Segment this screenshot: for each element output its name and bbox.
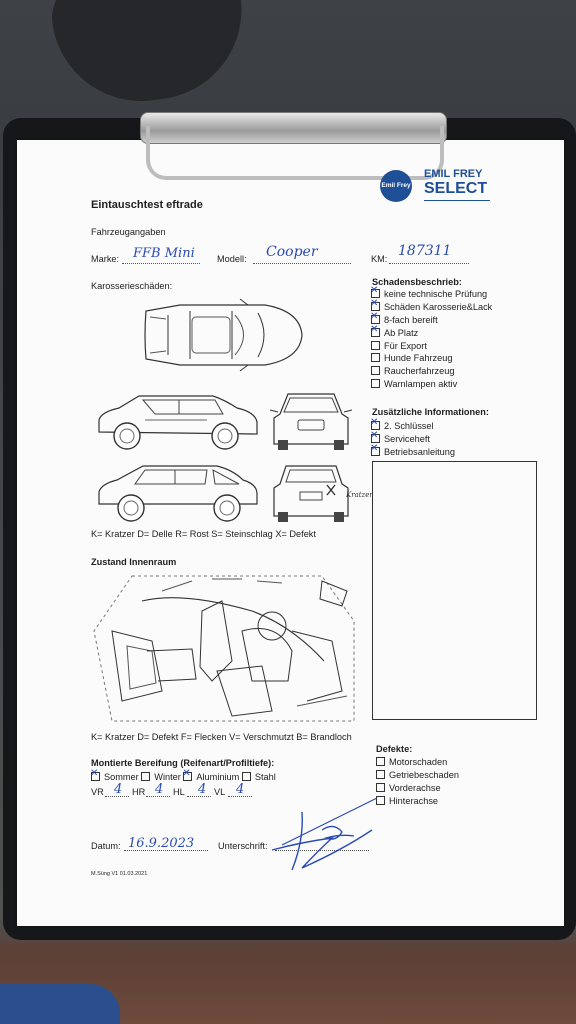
damage-item-label: Für Export <box>384 340 427 351</box>
tread-hl-value[interactable]: 4 <box>198 782 207 797</box>
signature-label: Unterschrift: <box>218 841 268 851</box>
damage-item-label: Ab Platz <box>384 327 419 338</box>
defect-item-label: Hinterachse <box>389 795 439 806</box>
damage-item-label: Raucherfahrzeug <box>384 366 455 377</box>
tread-vr-label: VR <box>91 787 104 797</box>
blue-object <box>0 984 120 1024</box>
logo-line2: SELECT <box>424 180 488 197</box>
interior-title: Zustand Innenraum <box>91 557 177 567</box>
tires-title: Montierte Bereifung (Reifenart/Profiltiefe): <box>91 758 275 768</box>
defect-item[interactable] <box>376 757 459 770</box>
checkbox-sommer[interactable] <box>91 772 100 781</box>
logo-badge-icon <box>380 170 412 202</box>
notes-box[interactable] <box>372 461 537 720</box>
damage-checkbox[interactable] <box>371 341 380 350</box>
tread-hr-label: HR <box>132 787 146 797</box>
checkbox-winter[interactable] <box>141 772 150 781</box>
km-value[interactable]: 187311 <box>398 243 452 259</box>
info-item-label: Serviceheft <box>384 433 430 444</box>
defekte-title: Defekte: <box>376 744 413 754</box>
damage-checkbox[interactable] <box>371 328 380 337</box>
defect-item[interactable] <box>376 770 459 783</box>
damage-item-label: 8-fach bereift <box>384 314 438 325</box>
damage-item[interactable] <box>371 379 492 392</box>
rear-mark-note: Kratzer <box>346 491 373 499</box>
tire-option-sommer[interactable] <box>91 772 139 782</box>
info-checkbox[interactable] <box>371 434 380 443</box>
defect-checkbox[interactable] <box>376 783 385 792</box>
defekte-list <box>376 757 459 809</box>
car-rear-view-drawing[interactable] <box>270 462 352 524</box>
marke-value[interactable]: FFB Mini <box>133 246 195 261</box>
defect-item[interactable] <box>376 796 459 809</box>
damage-checkbox[interactable] <box>371 353 380 362</box>
tread-hr-value[interactable]: 4 <box>155 782 164 797</box>
info-checkbox[interactable] <box>371 421 380 430</box>
car-front-view-drawing[interactable] <box>270 390 352 452</box>
body-damage-legend: K= Kratzer D= Delle R= Rost S= Steinschlag X= Defekt <box>91 529 316 539</box>
damage-item[interactable] <box>371 315 492 328</box>
defect-checkbox[interactable] <box>376 770 385 779</box>
damage-checkbox[interactable] <box>371 366 380 375</box>
defect-item-label: Vorderachse <box>389 782 441 793</box>
info-item[interactable] <box>371 447 455 460</box>
tire-option-label: Sommer <box>104 772 139 782</box>
zusatz-title: Zusätzliche Informationen: <box>372 407 489 417</box>
marke-line <box>122 263 200 264</box>
date-value[interactable]: 16.9.2023 <box>128 836 195 851</box>
tire-option-aluminium[interactable] <box>183 772 239 782</box>
body-damage-title: Karosserieschäden: <box>91 281 173 291</box>
emil-frey-logo <box>380 168 492 206</box>
tire-option-label: Winter <box>154 772 181 782</box>
damage-checkbox[interactable] <box>371 289 380 298</box>
car-side-view-left-drawing[interactable] <box>95 392 261 454</box>
modell-line <box>253 263 351 264</box>
zusatz-list <box>371 421 455 460</box>
tread-vr-value[interactable]: 4 <box>114 782 123 797</box>
schadensbeschrieb-list <box>371 289 492 392</box>
defect-item-label: Getriebeschaden <box>389 769 459 780</box>
handwritten-signature[interactable] <box>262 790 382 880</box>
defect-item-label: Motorschaden <box>389 757 448 767</box>
damage-item-label: Warnlampen aktiv <box>384 379 458 390</box>
tire-options <box>91 772 276 782</box>
damage-checkbox[interactable] <box>371 379 380 388</box>
interior-drawing[interactable] <box>92 571 358 726</box>
checkbox-stahl[interactable] <box>242 772 251 781</box>
info-checkbox[interactable] <box>371 447 380 456</box>
defect-item[interactable] <box>376 783 459 796</box>
modell-value[interactable]: Cooper <box>266 244 318 260</box>
damage-item[interactable] <box>371 328 492 341</box>
date-label: Datum: <box>91 841 121 851</box>
interior-legend: K= Kratzer D= Defekt F= Flecken V= Verschmutzt B= Brandloch <box>91 732 352 742</box>
logo-line1: EMIL FREY <box>424 168 483 180</box>
marke-label: Marke: <box>91 254 120 264</box>
damage-item-label: keine technische Prüfung <box>384 289 488 299</box>
km-line <box>389 263 469 264</box>
damage-item[interactable] <box>371 366 492 379</box>
info-item-label: Betriebsanleitung <box>384 446 455 457</box>
form-title: Eintauschtest eftrade <box>91 199 203 211</box>
car-side-view-right-drawing[interactable] <box>95 462 261 524</box>
tire-option-label: Aluminium <box>196 772 240 782</box>
info-item-label: 2. Schlüssel <box>384 421 434 431</box>
damage-checkbox[interactable] <box>371 302 380 311</box>
damage-checkbox[interactable] <box>371 315 380 324</box>
defect-checkbox[interactable] <box>376 796 385 805</box>
schadensbeschrieb-title: Schadensbeschrieb: <box>372 277 462 287</box>
logo-rule <box>424 200 490 201</box>
damage-item-label: Schäden Karosserie&Lack <box>384 301 493 312</box>
km-label: KM: <box>371 254 388 264</box>
footer-code: M.Süng V1 01.03.2021 <box>91 871 148 877</box>
damage-item[interactable] <box>371 353 492 366</box>
tire-option-winter[interactable] <box>141 772 181 782</box>
car-top-view-drawing[interactable] <box>140 297 304 373</box>
section-vehicle: Fahrzeugangaben <box>91 227 166 237</box>
tire-option-stahl[interactable] <box>242 772 276 782</box>
defect-checkbox[interactable] <box>376 757 385 766</box>
checkbox-aluminium[interactable] <box>183 772 192 781</box>
tread-hl-label: HL <box>173 787 185 797</box>
tire-option-label: Stahl <box>254 772 276 782</box>
damage-item[interactable] <box>371 341 492 354</box>
modell-label: Modell: <box>217 254 247 264</box>
tread-vl-value[interactable]: 4 <box>236 782 245 797</box>
tread-vl-label: VL <box>214 787 226 797</box>
damage-item-label: Hunde Fahrzeug <box>384 353 453 364</box>
damage-item[interactable] <box>371 289 492 302</box>
info-item[interactable] <box>371 434 455 447</box>
damage-item[interactable] <box>371 302 492 315</box>
logo-badge-text: Emil Frey <box>381 182 411 189</box>
info-item[interactable] <box>371 421 455 434</box>
